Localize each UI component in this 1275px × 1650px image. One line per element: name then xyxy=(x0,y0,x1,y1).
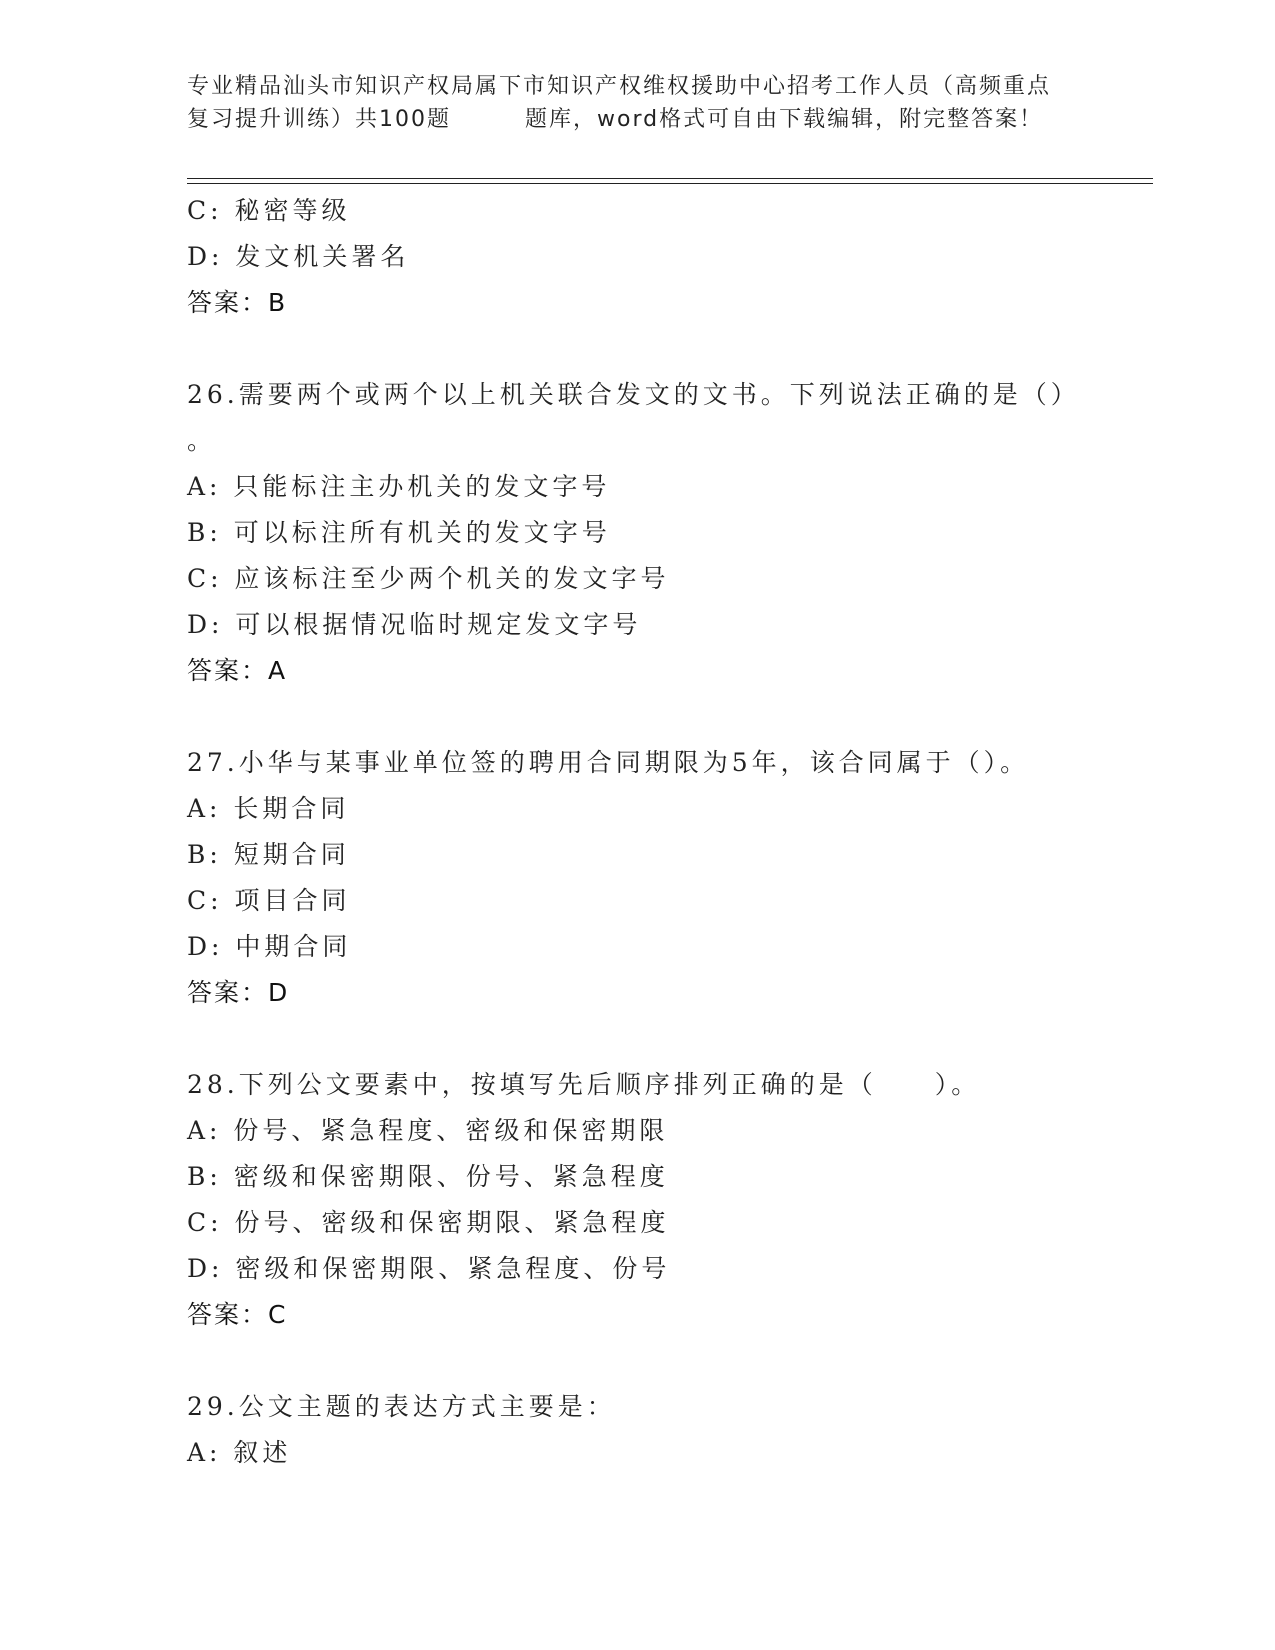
question-28-option-a: A: 份号、紧急程度、密级和保密期限 xyxy=(187,1116,669,1145)
question-26-option-d: D: 可以根据情况临时规定发文字号 xyxy=(187,610,642,639)
question-26-answer: 答案：A xyxy=(187,656,288,685)
header-line-1: 专业精品汕头市知识产权局属下市知识产权维权援助中心招考工作人员（高频重点 xyxy=(187,74,1052,99)
question-28-option-c: C: 份号、密级和保密期限、紧急程度 xyxy=(187,1208,670,1237)
header-line-2-part-b: 题库，word格式可自由下载编辑，附完整答案！ xyxy=(525,107,1044,132)
question-27-answer: 答案：D xyxy=(187,978,290,1007)
header-line-2-part-a: 复习提升训练）共100题 xyxy=(187,107,451,132)
header-line-2 xyxy=(187,103,1087,136)
question-27-option-c: C: 项目合同 xyxy=(187,886,351,915)
question-28-option-b: B: 密级和保密期限、份号、紧急程度 xyxy=(187,1162,669,1191)
question-26-stem: 26.需要两个或两个以上机关联合发文的文书。下列说法正确的是（） xyxy=(187,380,1080,409)
spacer xyxy=(187,1338,1087,1384)
document-body xyxy=(187,188,1087,1476)
question-29-stem: 29.公文主题的表达方式主要是： xyxy=(187,1392,616,1421)
question-27-option-d: D: 中期合同 xyxy=(187,932,352,961)
spacer xyxy=(187,694,1087,740)
spacer xyxy=(187,326,1087,372)
question-27-option-a: A: 长期合同 xyxy=(187,794,350,823)
question-27-option-b: B: 短期合同 xyxy=(187,840,350,869)
prev-answer: 答案：B xyxy=(187,288,288,317)
header-rule-bottom xyxy=(187,183,1153,184)
header-rule-top xyxy=(187,178,1153,179)
prev-option-c: C: 秘密等级 xyxy=(187,196,351,225)
question-28-stem: 28.下列公文要素中，按填写先后顺序排列正确的是（ ）。 xyxy=(187,1070,981,1099)
question-29-option-a: A: 叙述 xyxy=(187,1438,292,1467)
question-26-option-c: C: 应该标注至少两个机关的发文字号 xyxy=(187,564,670,593)
document-header xyxy=(187,70,1087,136)
question-26-stem-cont: 。 xyxy=(187,426,213,455)
question-28-answer: 答案：C xyxy=(187,1300,288,1329)
question-28-option-d: D: 密级和保密期限、紧急程度、份号 xyxy=(187,1254,671,1283)
question-26-option-a: A: 只能标注主办机关的发文字号 xyxy=(187,472,611,501)
prev-option-d: D: 发文机关署名 xyxy=(187,242,410,271)
spacer xyxy=(187,1016,1087,1062)
question-27-stem: 27.小华与某事业单位签的聘用合同期限为5年，该合同属于（）。 xyxy=(187,748,1030,777)
question-26-option-b: B: 可以标注所有机关的发文字号 xyxy=(187,518,611,547)
